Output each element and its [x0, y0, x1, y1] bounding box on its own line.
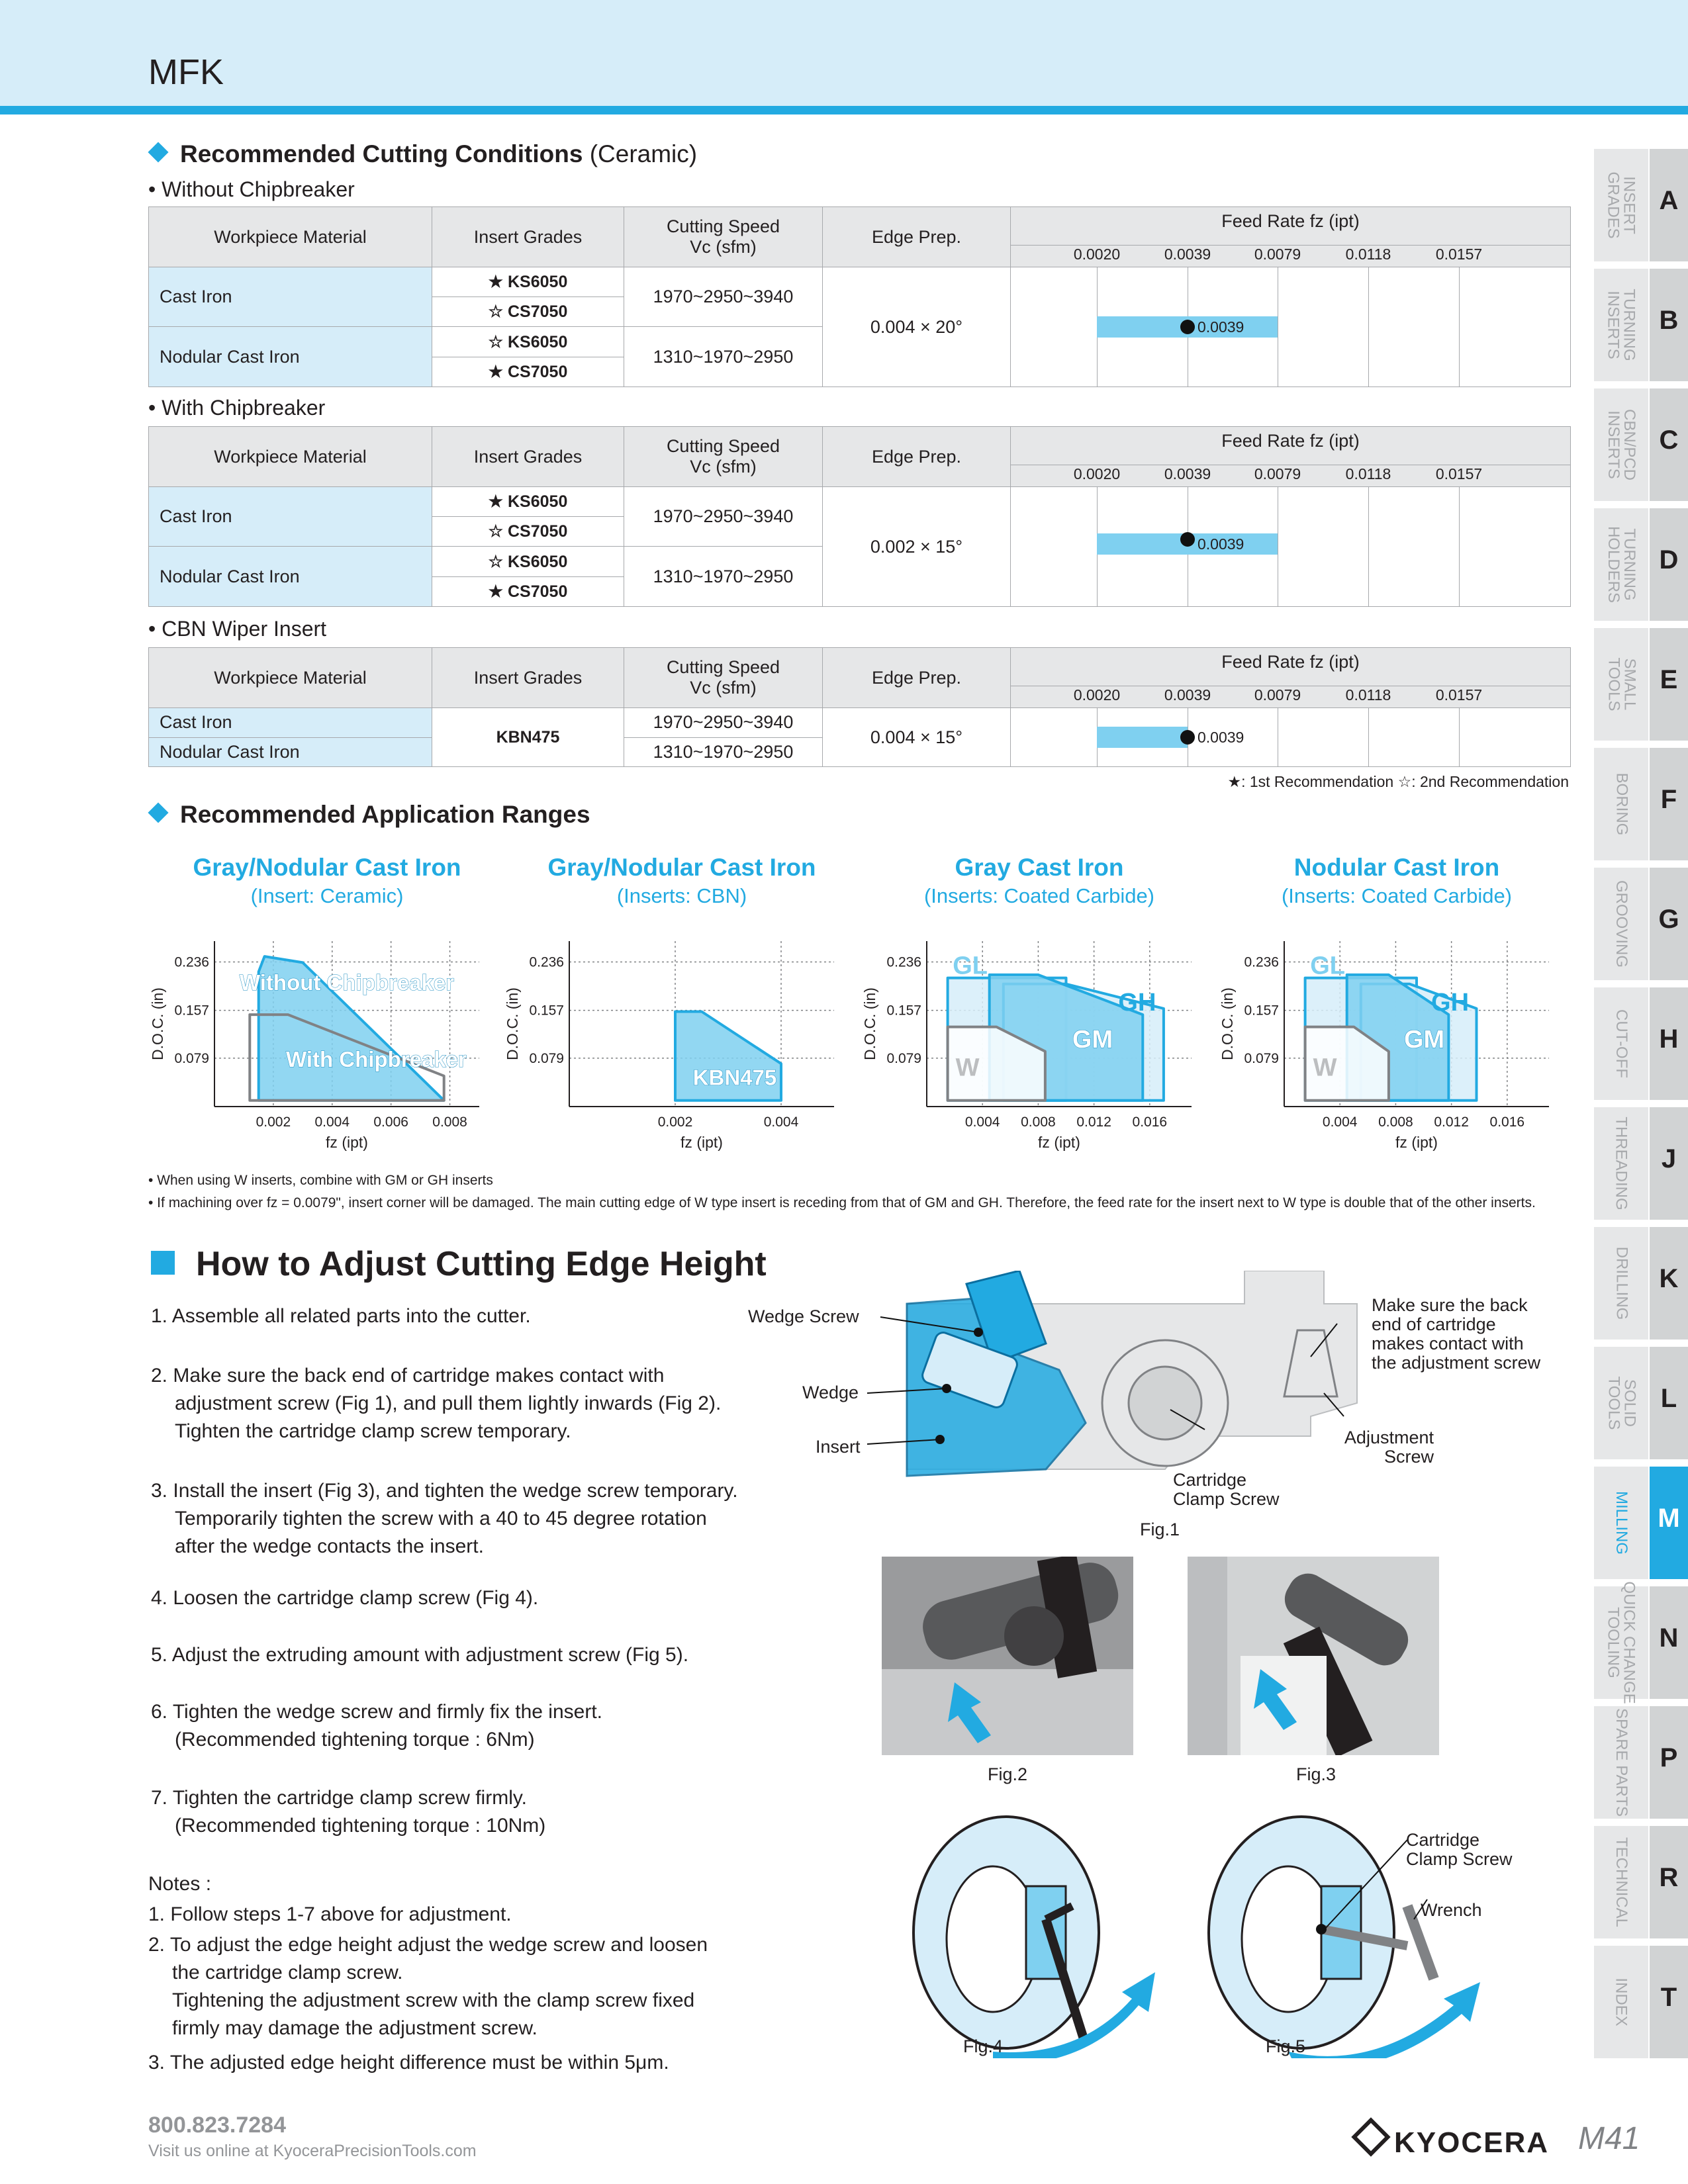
page-number: M41 [1578, 2121, 1640, 2156]
x-tick-label: 0.008 [1378, 1115, 1413, 1130]
header-grades: Insert Grades [432, 648, 624, 708]
feed-tick: 0.0039 [1164, 246, 1211, 263]
feed-tick: 0.0039 [1164, 686, 1211, 704]
label-cartridge-clamp-screw [1173, 1471, 1280, 1509]
chart-title: Nodular Cast Iron [1293, 854, 1500, 881]
x-tick-label: 0.002 [256, 1115, 291, 1130]
table-subtitle: • CBN Wiper Insert [148, 617, 327, 641]
feed-range-bar [1097, 727, 1244, 748]
label-line: Adjustment [1344, 1428, 1434, 1447]
chart-subtitle: (Insert: Ceramic) [250, 884, 404, 907]
sidebar-tab-f[interactable] [1594, 748, 1688, 864]
x-axis-label: fz (ipt) [326, 1134, 368, 1151]
chart-title: Gray Cast Iron [955, 854, 1124, 881]
sidebar-tab-label: DRILLING [1613, 1246, 1631, 1320]
sidebar-tab-g[interactable] [1594, 868, 1688, 984]
note-line: the adjustment screw [1372, 1353, 1541, 1373]
label-insert: Insert [816, 1437, 861, 1457]
header-edge: Edge Prep. [823, 207, 1011, 267]
label-line: Clamp Screw [1406, 1849, 1513, 1869]
howto-step-line: 4. Loosen the cartridge clamp screw (Fig 4). [151, 1587, 539, 1609]
cutting-conditions-title [151, 140, 697, 168]
grade-cell: ☆ KS6050 [432, 547, 624, 577]
material-cell: Nodular Cast Iron [149, 737, 432, 767]
label-cartridge-clamp-screw-fig5 [1406, 1831, 1513, 1869]
feed-tick: 0.0079 [1254, 465, 1301, 482]
figure-2-photo [882, 1557, 1133, 1755]
sidebar-tab-label: SOLID TOOLS [1604, 1376, 1638, 1430]
fig-4-label: Fig.4 [963, 2036, 1004, 2056]
sidebar-tab-label: GROOVING [1613, 880, 1631, 968]
application-ranges-title [151, 801, 590, 829]
feed-tick: 0.0118 [1345, 465, 1391, 482]
chart-note: • If machining over fz = 0.0079", insert corner will be damaged. The main cutting edge of W type insert is receding from that of GM and GH. Therefore, the feed rate for the insert next to W type is double that of the other inserts. [148, 1195, 1536, 1210]
feed-range-bar [1097, 533, 1278, 555]
sidebar-tab-letter: J [1661, 1144, 1677, 1173]
region-label: With Chipbreaker [285, 1046, 467, 1071]
speed-cell: 1970~2950~3940 [624, 487, 823, 547]
sidebar-tab-letter: A [1659, 186, 1679, 215]
grade-cell: ★ CS7050 [432, 357, 624, 387]
region-label: GH [1431, 988, 1470, 1017]
note-line: makes contact with [1372, 1334, 1524, 1353]
sidebar-tab-letter: K [1659, 1264, 1679, 1293]
howto-step-line: adjustment screw (Fig 1), and pull them lightly inwards (Fig 2). [175, 1392, 722, 1414]
grade-cell: ★ CS7050 [432, 577, 624, 607]
sidebar-tab-label: TURNING HOLDERS [1605, 525, 1638, 604]
y-tick-label: 0.236 [174, 954, 209, 970]
sidebar-tab-label: THREADING [1613, 1116, 1630, 1210]
howto-step-line: 2. Make sure the back end of cartridge makes contact with [151, 1365, 665, 1387]
region-label: W [955, 1054, 980, 1082]
feed-range-cell [1011, 708, 1571, 767]
cutting-conditions-title-text: Recommended Cutting Conditions [180, 140, 583, 167]
fig-1-label: Fig.1 [1140, 1520, 1180, 1539]
fig-2-label: Fig.2 [988, 1764, 1028, 1784]
square-bullet-icon [151, 1251, 175, 1275]
x-tick-label: 0.006 [373, 1115, 408, 1130]
sidebar-tab-letter: H [1659, 1024, 1679, 1054]
sidebar-tab-d[interactable] [1594, 508, 1688, 625]
cutting-conditions-title-suffix: (Ceramic) [589, 140, 698, 167]
feed-ticks [1011, 465, 1570, 485]
sidebar-tab-label: BORING [1613, 772, 1630, 836]
howto-step [151, 1362, 721, 1445]
sidebar-tab-label: TECHNICAL [1613, 1837, 1630, 1928]
sidebar-tab-letter: L [1660, 1384, 1677, 1413]
howto-step-line: (Recommended tightening torque : 10Nm) [175, 1815, 546, 1837]
y-tick-label: 0.157 [174, 1003, 209, 1019]
grade-cell: ☆ CS7050 [432, 297, 624, 327]
speed-cell: 1970~2950~3940 [624, 267, 823, 327]
x-tick-label: 0.012 [1076, 1115, 1111, 1130]
table-subtitle: • With Chipbreaker [148, 396, 326, 420]
header-speed-line1: Cutting Speed [666, 436, 780, 456]
label-line: Cartridge [1406, 1830, 1480, 1850]
howto-step [151, 1584, 538, 1612]
header-speed-line1: Cutting Speed [666, 216, 780, 236]
feed-ticks [1011, 686, 1570, 706]
grade-cell: ★ KS6050 [432, 267, 624, 297]
material-cell: Cast Iron [149, 487, 432, 547]
region-label: GM [1403, 1025, 1445, 1054]
speed-cell: 1970~2950~3940 [624, 708, 823, 738]
header-workpiece: Workpiece Material [149, 207, 432, 267]
sidebar-tab-r[interactable] [1594, 1826, 1688, 1942]
header-speed-line1: Cutting Speed [666, 657, 780, 677]
header-speed-line2: Vc (sfm) [690, 678, 757, 698]
chart-subtitle: (Inserts: Coated Carbide) [923, 884, 1155, 907]
y-axis-label: D.O.C. (in) [504, 987, 521, 1060]
kyocera-logo-mark-icon [1351, 2117, 1390, 2156]
y-tick-label: 0.079 [529, 1050, 564, 1066]
diamond-bullet-icon [148, 802, 168, 823]
label-wrench: Wrench [1421, 1900, 1482, 1920]
application-range-chart [503, 933, 861, 1152]
chart-title: Gray/Nodular Cast Iron [547, 854, 816, 881]
sidebar-tab-n[interactable] [1594, 1581, 1688, 1704]
feed-tick: 0.0157 [1435, 465, 1483, 482]
x-tick-label: 0.002 [657, 1115, 693, 1130]
figure-4-illustration [894, 1807, 1172, 2058]
region-label: GH [1118, 988, 1156, 1017]
howto-title: How to Adjust Cutting Edge Height [196, 1245, 767, 1283]
y-axis-label: D.O.C. (in) [149, 987, 166, 1060]
material-cell: Nodular Cast Iron [149, 327, 432, 387]
y-axis-label: D.O.C. (in) [1219, 987, 1236, 1060]
sidebar-tab-letter: N [1659, 1623, 1679, 1653]
label-wedge: Wedge [802, 1383, 859, 1402]
sidebar-tab-letter: B [1659, 306, 1679, 335]
feed-tick: 0.0039 [1164, 465, 1211, 482]
y-tick-label: 0.157 [886, 1003, 921, 1019]
y-tick-label: 0.236 [529, 954, 564, 970]
speed-cell: 1310~1970~2950 [624, 737, 823, 767]
sidebar-tab-t[interactable] [1594, 1946, 1688, 2062]
y-axis-label: D.O.C. (in) [861, 987, 878, 1060]
header-grades: Insert Grades [432, 207, 624, 267]
feed-tick: 0.0079 [1254, 246, 1301, 263]
grade-cell: ☆ CS7050 [432, 517, 624, 547]
howto-step [151, 1698, 602, 1754]
note-line: 3. The adjusted edge height difference must be within 5μm. [148, 2052, 669, 2073]
region-label: Without Chipbreaker [239, 970, 455, 995]
header-feed-title: Feed Rate fz (ipt) [1221, 431, 1360, 451]
feed-value: 0.0039 [1197, 318, 1244, 336]
notes-label: Notes : [148, 1873, 212, 1895]
region-label: KBN475 [692, 1065, 777, 1090]
y-tick-label: 0.236 [1244, 954, 1279, 970]
recommended-dot-icon [1180, 532, 1195, 547]
header-speed [624, 648, 823, 708]
recommended-dot-icon [1180, 730, 1195, 745]
y-tick-label: 0.079 [174, 1050, 209, 1066]
grade-cell: ☆ KS6050 [432, 327, 624, 357]
chart-subtitle: (Inserts: CBN) [616, 884, 747, 907]
chart-note: • When using W inserts, combine with GM or GH inserts [148, 1173, 493, 1188]
application-range-chart [861, 933, 1218, 1152]
header-edge: Edge Prep. [823, 648, 1011, 708]
header-feed [1011, 648, 1571, 708]
header-edge: Edge Prep. [823, 427, 1011, 487]
note-item [148, 1901, 757, 1929]
feed-tick: 0.0118 [1345, 246, 1391, 263]
edge-prep-cell: 0.004 × 20° [823, 267, 1011, 387]
howto-step-line: 7. Tighten the cartridge clamp screw firmly. [151, 1787, 527, 1809]
note-line: the cartridge clamp screw. [172, 1962, 403, 1983]
region-label: GL [1310, 952, 1345, 980]
sidebar-tab-label: CUT-OFF [1613, 1009, 1631, 1078]
cutting-table-without-chipbreaker [148, 206, 1571, 387]
sidebar-tab-letter: F [1660, 785, 1677, 814]
howto-step [151, 1641, 688, 1669]
howto-step-line: 1. Assemble all related parts into the cutter. [151, 1305, 531, 1327]
label-line: Cartridge [1173, 1470, 1247, 1490]
recommended-dot-icon [1180, 320, 1195, 334]
howto-step [151, 1302, 531, 1330]
fig-5-label: Fig.5 [1266, 2036, 1306, 2056]
sidebar-tab-label: TURNING INSERTS [1605, 289, 1639, 361]
howto-step-line: after the wedge contacts the insert. [175, 1535, 484, 1557]
y-tick-label: 0.157 [529, 1003, 564, 1019]
sidebar-tab-b[interactable] [1594, 269, 1688, 385]
kyocera-logo [1357, 2124, 1549, 2160]
region-label: GM [1072, 1025, 1113, 1054]
sidebar-tab-m[interactable] [1594, 1467, 1688, 1583]
edge-prep-cell: 0.002 × 15° [823, 487, 1011, 607]
page-header [0, 0, 1688, 106]
feed-value: 0.0039 [1197, 729, 1244, 746]
sidebar-tab-e[interactable] [1594, 628, 1688, 745]
howto-step-line: Temporarily tighten the screw with a 40 to 45 degree rotation [175, 1508, 707, 1529]
y-tick-label: 0.079 [1244, 1050, 1279, 1066]
x-tick-label: 0.004 [314, 1115, 350, 1130]
feed-tick: 0.0157 [1435, 686, 1483, 704]
x-tick-label: 0.016 [1132, 1115, 1168, 1130]
kyocera-logo-text: KYOCERA [1394, 2126, 1550, 2159]
y-tick-label: 0.079 [886, 1050, 921, 1066]
sidebar-tab-letter: G [1658, 905, 1679, 934]
sidebar-tab-l[interactable] [1594, 1347, 1688, 1463]
material-cell: Cast Iron [149, 267, 432, 327]
howto-step-line: 3. Install the insert (Fig 3), and tighten the wedge screw temporary. [151, 1480, 738, 1502]
edge-prep-cell: 0.004 × 15° [823, 708, 1011, 767]
footer-url[interactable]: Visit us online at KyoceraPrecisionTools.com [148, 2142, 477, 2160]
sidebar-tab-letter: R [1659, 1863, 1679, 1892]
header-feed-title: Feed Rate fz (ipt) [1221, 211, 1360, 231]
x-tick-label: 0.008 [432, 1115, 467, 1130]
y-tick-label: 0.236 [886, 954, 921, 970]
cutting-table-with-chipbreaker [148, 426, 1571, 607]
note-item [148, 1931, 757, 2042]
fig-3-label: Fig.3 [1296, 1764, 1336, 1784]
note-line: 1. Follow steps 1-7 above for adjustment. [148, 1903, 512, 1925]
header-speed [624, 427, 823, 487]
material-cell: Cast Iron [149, 708, 432, 738]
x-axis-label: fz (ipt) [680, 1134, 723, 1151]
sidebar-tab-label: QUICK CHANGE TOOLING [1605, 1581, 1639, 1704]
header-rule [0, 106, 1688, 114]
howto-step [151, 1477, 738, 1561]
header-feed [1011, 427, 1571, 487]
sidebar-tab-label: SPARE PARTS [1613, 1707, 1630, 1817]
y-tick-label: 0.157 [1244, 1003, 1279, 1019]
header-grades: Insert Grades [432, 427, 624, 487]
chart-subtitle: (Inserts: Coated Carbide) [1281, 884, 1513, 907]
note-line: end of cartridge [1372, 1314, 1496, 1334]
header-speed [624, 207, 823, 267]
figure-3-photo [1188, 1557, 1439, 1755]
region-label: W [1313, 1054, 1337, 1082]
sidebar-tab-j[interactable] [1594, 1107, 1688, 1224]
sidebar-tab-a[interactable] [1594, 149, 1688, 265]
sidebar-tab-letter: M [1658, 1504, 1680, 1533]
feed-tick: 0.0020 [1073, 686, 1121, 704]
feed-range-cell [1011, 487, 1571, 607]
speed-cell: 1310~1970~2950 [624, 547, 823, 607]
x-tick-label: 0.004 [964, 1115, 1000, 1130]
sidebar-tab-letter: D [1659, 545, 1679, 574]
header-speed-line2: Vc (sfm) [690, 457, 757, 477]
sidebar-tab-h[interactable] [1594, 987, 1688, 1104]
x-axis-label: fz (ipt) [1038, 1134, 1080, 1151]
note-item [148, 2049, 757, 2077]
feed-tick: 0.0020 [1073, 246, 1121, 263]
x-tick-label: 0.008 [1021, 1115, 1056, 1130]
x-tick-label: 0.012 [1434, 1115, 1469, 1130]
grade-cell: KBN475 [432, 708, 624, 767]
feed-ticks [1011, 245, 1570, 265]
cutting-table-cbn-wiper [148, 647, 1571, 767]
sidebar-tab-label: INDEX [1612, 1978, 1630, 2026]
footer-phone: 800.823.7284 [148, 2113, 286, 2138]
note-line: firmly may damage the adjustment screw. [172, 2017, 538, 2039]
label-line: Clamp Screw [1173, 1489, 1280, 1509]
note-line: 2. To adjust the edge height adjust the wedge screw and loosen [148, 1934, 708, 1956]
application-range-chart [148, 933, 506, 1152]
feed-tick: 0.0118 [1345, 686, 1391, 704]
region-label: GL [953, 952, 988, 980]
sidebar-tab-c[interactable] [1594, 388, 1688, 505]
header-feed-title: Feed Rate fz (ipt) [1221, 652, 1360, 672]
note-line: Tightening the adjustment screw with the clamp screw fixed [172, 1989, 695, 2011]
sidebar-tab-p[interactable] [1594, 1706, 1688, 1823]
feed-value: 0.0039 [1197, 535, 1244, 553]
label-back-end-note [1372, 1296, 1540, 1373]
sidebar-tab-letter: T [1660, 1983, 1677, 2012]
x-tick-label: 0.004 [763, 1115, 799, 1130]
label-wedge-screw: Wedge Screw [748, 1306, 859, 1326]
sidebar-tab-label: SMALL TOOLS [1604, 657, 1638, 711]
feed-tick: 0.0079 [1254, 686, 1301, 704]
howto-step-line: Tighten the cartridge clamp screw temporary. [175, 1420, 571, 1442]
sidebar-tab-k[interactable] [1594, 1227, 1688, 1343]
feed-range-cell [1011, 267, 1571, 387]
application-ranges-title-text: Recommended Application Ranges [180, 801, 590, 828]
clamp-screw-socket [1129, 1367, 1201, 1439]
recommendation-legend: ★: 1st Recommendation ☆: 2nd Recommendation [1227, 773, 1569, 790]
x-tick-label: 0.016 [1489, 1115, 1525, 1130]
sidebar-tab-label: CBN/PCD INSERTS [1605, 408, 1639, 481]
feed-tick: 0.0157 [1435, 246, 1483, 263]
chart-title: Gray/Nodular Cast Iron [193, 854, 461, 881]
sidebar-tab-letter: P [1660, 1743, 1678, 1772]
howto-step-line: 5. Adjust the extruding amount with adjustment screw (Fig 5). [151, 1644, 689, 1666]
sidebar-tab-label: INSERT GRADES [1605, 171, 1639, 239]
header-feed [1011, 207, 1571, 267]
howto-step [151, 1784, 545, 1840]
x-axis-label: fz (ipt) [1395, 1134, 1438, 1151]
table-subtitle: • Without Chipbreaker [148, 177, 355, 201]
feed-range-bar [1097, 316, 1278, 338]
header-speed-line2: Vc (sfm) [690, 237, 757, 257]
note-line: Make sure the back [1372, 1295, 1528, 1315]
speed-cell: 1310~1970~2950 [624, 327, 823, 387]
header-workpiece: Workpiece Material [149, 427, 432, 487]
feed-tick: 0.0020 [1073, 465, 1121, 482]
sidebar-tab-letter: E [1660, 665, 1678, 694]
label-line: Screw [1383, 1447, 1434, 1467]
grade-cell: ★ KS6050 [432, 487, 624, 517]
sidebar-tab-letter: C [1659, 426, 1679, 455]
howto-step-line: 6. Tighten the wedge screw and firmly fix the insert. [151, 1701, 602, 1723]
diamond-bullet-icon [148, 142, 168, 162]
page-title: MFK [148, 52, 224, 92]
material-cell: Nodular Cast Iron [149, 547, 432, 607]
header-workpiece: Workpiece Material [149, 648, 432, 708]
howto-step-line: (Recommended tightening torque : 6Nm) [175, 1729, 535, 1751]
sidebar-tab-label: MILLING [1613, 1490, 1630, 1555]
x-tick-label: 0.004 [1322, 1115, 1358, 1130]
label-adjustment-screw [1341, 1428, 1434, 1467]
application-range-chart [1218, 933, 1575, 1152]
